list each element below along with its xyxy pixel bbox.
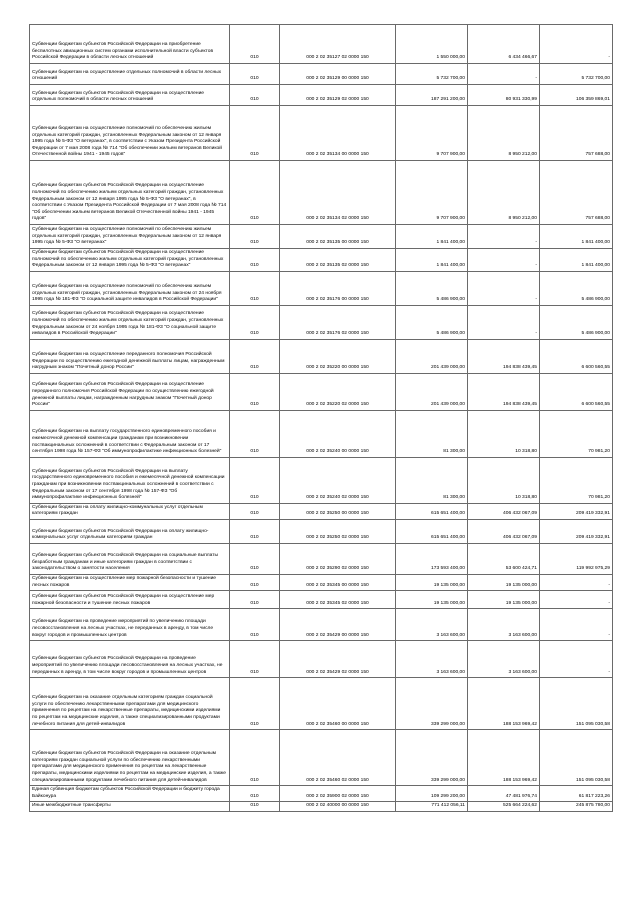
- row-kbk-code-cell: 000 2 02 35176 00 0000 150: [280, 271, 396, 305]
- row-code-cell: 010: [230, 373, 280, 410]
- row-executed-amount-cell: 3 163 600,00: [468, 609, 540, 641]
- budget-table: [29, 24, 613, 812]
- table-row: [30, 271, 613, 305]
- row-kbk-code-cell: 000 2 02 35240 00 0000 150: [280, 410, 396, 457]
- row-kbk-code-cell: 000 2 02 35135 00 0000 150: [280, 225, 396, 249]
- row-approved-amount-cell: 3 163 600,00: [396, 609, 468, 641]
- row-kbk-code-cell: 000 2 02 35250 02 0000 150: [280, 519, 396, 543]
- row-name-cell: Субвенции бюджетам субъектов Российской Федерации на осуществление полномочий по обеспечению жильем отдельных категорий граждан, установленных Федеральным законом от 24 ноября 1995 года № 181-ФЗ "О социальной защите инвалидов в Российской Федерации": [30, 305, 230, 339]
- row-kbk-code-cell: 000 2 02 35176 02 0000 150: [280, 305, 396, 339]
- table-row: [30, 591, 613, 609]
- row-name-cell: Субвенции бюджетам субъектов Российской Федерации на осуществление полномочий по обеспечению жильем отдельных категорий граждан, установленных Федеральным законом от 12 января 1995 года № 5-ФЗ "О ветеранах": [30, 249, 230, 272]
- row-name-cell: Субвенции бюджетам субъектов Российской Федерации на приобретение беспилотных авиационных систем органами исполнительной власти субъектов Российской Федерации в области лесных отношений: [30, 25, 230, 64]
- table-row: [30, 786, 613, 802]
- row-code-cell: 010: [230, 249, 280, 272]
- row-approved-amount-cell: 81 300,00: [396, 457, 468, 503]
- row-kbk-code-cell: 000 2 02 35129 02 0000 150: [280, 85, 396, 106]
- row-unexecuted-amount-cell: 106 359 869,01: [540, 85, 613, 106]
- row-name-cell: Субвенции бюджетам на осуществление полномочий по обеспечению жильем отдельных категорий граждан, установленных Федеральным законом от 12 января 1995 года № 5-ФЗ "О ветеранах", в соответствии с Указом Президента Российской Федерации от 7 мая 2008 года № 714 "Об обеспечении жильем ветеранов Великой Отечественной войны 1941 - 1945 годов": [30, 106, 230, 161]
- row-approved-amount-cell: 339 299 000,00: [396, 730, 468, 786]
- row-approved-amount-cell: 1 841 400,00: [396, 225, 468, 249]
- row-code-cell: 010: [230, 519, 280, 543]
- row-code-cell: 010: [230, 106, 280, 161]
- row-unexecuted-amount-cell: 209 419 332,91: [540, 519, 613, 543]
- row-approved-amount-cell: 3 163 600,00: [396, 641, 468, 678]
- row-approved-amount-cell: 9 707 900,00: [396, 106, 468, 161]
- row-approved-amount-cell: 19 135 000,00: [396, 591, 468, 609]
- row-unexecuted-amount-cell: 6 600 560,55: [540, 339, 613, 373]
- row-kbk-code-cell: 000 2 02 35220 02 0000 150: [280, 373, 396, 410]
- row-approved-amount-cell: 615 651 400,00: [396, 503, 468, 519]
- row-code-cell: 010: [230, 85, 280, 106]
- row-approved-amount-cell: 771 412 056,11: [396, 802, 468, 812]
- row-executed-amount-cell: 3 163 600,00: [468, 641, 540, 678]
- row-approved-amount-cell: 615 651 400,00: [396, 519, 468, 543]
- row-code-cell: 010: [230, 305, 280, 339]
- row-unexecuted-amount-cell: 5 732 700,00: [540, 64, 613, 85]
- row-kbk-code-cell: 000 2 02 35135 02 0000 150: [280, 249, 396, 272]
- row-kbk-code-cell: 000 2 02 35460 02 0000 150: [280, 730, 396, 786]
- row-name-cell: Субвенции бюджетам на осуществление отдельных полномочий в области лесных отношений: [30, 64, 230, 85]
- row-kbk-code-cell: 000 2 02 35134 02 0000 150: [280, 161, 396, 225]
- row-name-cell: Иные межбюджетные трансферты: [30, 802, 230, 812]
- row-executed-amount-cell: 10 318,80: [468, 410, 540, 457]
- row-approved-amount-cell: 81 300,00: [396, 410, 468, 457]
- row-name-cell: Субвенции бюджетам на осуществление мер пожарной безопасности и тушение лесных пожаров: [30, 574, 230, 590]
- row-unexecuted-amount-cell: 70 981,20: [540, 457, 613, 503]
- row-executed-amount-cell: 19 135 000,00: [468, 574, 540, 590]
- row-unexecuted-amount-cell: 70 981,20: [540, 410, 613, 457]
- table-row: [30, 574, 613, 590]
- row-kbk-code-cell: 000 2 02 35129 00 0000 150: [280, 64, 396, 85]
- row-code-cell: 010: [230, 410, 280, 457]
- row-executed-amount-cell: 194 838 439,45: [468, 339, 540, 373]
- row-name-cell: Субвенции бюджетам субъектов Российской Федерации на осуществление отдельных полномочий в области лесных отношений: [30, 85, 230, 106]
- row-approved-amount-cell: 5 486 900,00: [396, 271, 468, 305]
- row-unexecuted-amount-cell: -: [540, 25, 613, 64]
- row-executed-amount-cell: -: [468, 305, 540, 339]
- table-row: [30, 543, 613, 574]
- row-unexecuted-amount-cell: -: [540, 591, 613, 609]
- row-name-cell: Субвенции бюджетам на осуществление полномочий по обеспечению жильем отдельных категорий граждан, установленных Федеральным законом от 24 ноября 1995 года № 181-ФЗ "О социальной защите инвалидов в Российской Федерации": [30, 271, 230, 305]
- budget-table-body: [30, 25, 613, 812]
- table-row: [30, 678, 613, 730]
- row-kbk-code-cell: 000 2 02 35240 02 0000 150: [280, 457, 396, 503]
- row-name-cell: Субвенции бюджетам на проведение мероприятий по увеличению площади лесовосстановления на лесных участках, не переданных в аренду, в том числе вокруг городов и промышленных центров: [30, 609, 230, 641]
- row-unexecuted-amount-cell: 6 600 560,55: [540, 373, 613, 410]
- row-unexecuted-amount-cell: 1 841 400,00: [540, 249, 613, 272]
- table-row: [30, 373, 613, 410]
- row-code-cell: 010: [230, 64, 280, 85]
- row-executed-amount-cell: 8 950 212,00: [468, 161, 540, 225]
- row-name-cell: Субвенции бюджетам на оказание отдельным категориям граждан социальной услуги по обеспечению лекарственными препаратами для медицинского применения по рецептам на лекарственные препараты, медицинскими изделиями по рецептам на медицинские изделия, а также специализированными продуктами лечебного питания для детей-инвалидов: [30, 678, 230, 730]
- row-name-cell: Единая субвенция бюджетам субъектов Российской Федерации и бюджету города Байконура: [30, 786, 230, 802]
- row-unexecuted-amount-cell: 151 095 030,58: [540, 730, 613, 786]
- row-approved-amount-cell: 1 550 000,00: [396, 25, 468, 64]
- row-code-cell: 010: [230, 225, 280, 249]
- table-row: [30, 249, 613, 272]
- table-row: [30, 64, 613, 85]
- row-name-cell: Субвенции бюджетам субъектов Российской Федерации на социальные выплаты безработным гражданам и иные категориям граждан в соответствии с законодательством о занятости населения: [30, 543, 230, 574]
- row-name-cell: Субвенции бюджетам субъектов Российской Федерации на оплату жилищно-коммунальных услуг отдельным категориям граждан: [30, 519, 230, 543]
- row-name-cell: Субвенции бюджетам субъектов Российской Федерации на осуществление полномочий по обеспечению жильем отдельных категорий граждан, установленных Федеральным законом от 12 января 1995 года № 5-ФЗ "О ветеранах", в соответствии с Указом Президента Российской Федерации от 7 мая 2008 года № 714 "Об обеспечении жильем ветеранов Великой Отечественной войны 1941 - 1945 годов": [30, 161, 230, 225]
- row-kbk-code-cell: 000 2 02 35429 02 0000 150: [280, 641, 396, 678]
- row-executed-amount-cell: 188 153 969,42: [468, 730, 540, 786]
- row-executed-amount-cell: 6 434 466,67: [468, 25, 540, 64]
- row-code-cell: 010: [230, 457, 280, 503]
- row-approved-amount-cell: 109 299 200,00: [396, 786, 468, 802]
- budget-report-sheet: [29, 24, 612, 812]
- row-executed-amount-cell: 525 664 224,62: [468, 802, 540, 812]
- row-approved-amount-cell: 173 593 400,00: [396, 543, 468, 574]
- row-executed-amount-cell: 47 481 976,74: [468, 786, 540, 802]
- row-unexecuted-amount-cell: 5 486 900,00: [540, 271, 613, 305]
- table-row: [30, 609, 613, 641]
- row-unexecuted-amount-cell: 209 419 332,91: [540, 503, 613, 519]
- table-row: [30, 85, 613, 106]
- row-code-cell: 010: [230, 271, 280, 305]
- row-kbk-code-cell: 000 2 02 35345 00 0000 150: [280, 574, 396, 590]
- row-approved-amount-cell: 187 291 200,00: [396, 85, 468, 106]
- row-code-cell: 010: [230, 678, 280, 730]
- row-executed-amount-cell: -: [468, 249, 540, 272]
- row-approved-amount-cell: 5 732 700,00: [396, 64, 468, 85]
- table-row: [30, 519, 613, 543]
- row-unexecuted-amount-cell: 757 688,00: [540, 161, 613, 225]
- row-approved-amount-cell: 5 486 900,00: [396, 305, 468, 339]
- row-name-cell: Субвенции бюджетам на осуществление полномочий по обеспечению жильем отдельных категорий граждан, установленных Федеральным законом от 12 января 1995 года № 5-ФЗ "О ветеранах": [30, 225, 230, 249]
- row-name-cell: Субвенции бюджетам на осуществление переданного полномочия Российской Федерации по осуществлению ежегодной денежной выплаты лицам, награжденным нагрудным знаком "Почетный донор России": [30, 339, 230, 373]
- row-executed-amount-cell: 188 153 969,42: [468, 678, 540, 730]
- row-code-cell: 010: [230, 25, 280, 64]
- row-unexecuted-amount-cell: 151 095 030,58: [540, 678, 613, 730]
- row-unexecuted-amount-cell: -: [540, 641, 613, 678]
- row-executed-amount-cell: 8 950 212,00: [468, 106, 540, 161]
- row-kbk-code-cell: 000 2 02 35250 00 0000 150: [280, 503, 396, 519]
- row-unexecuted-amount-cell: -: [540, 574, 613, 590]
- row-name-cell: Субвенции бюджетам на оплату жилищно-коммунальных услуг отдельным категориям граждан: [30, 503, 230, 519]
- row-kbk-code-cell: 000 2 02 35127 02 0000 150: [280, 25, 396, 64]
- table-row: [30, 457, 613, 503]
- row-name-cell: Субвенции бюджетам на выплату государственного единовременного пособия и ежемесячной денежной компенсации гражданам при возникновении поствакцинальных осложнений в соответствии с Федеральным законом от 17 сентября 1998 года № 157-ФЗ "Об иммунопрофилактике инфекционных болезней": [30, 410, 230, 457]
- row-unexecuted-amount-cell: -: [540, 609, 613, 641]
- table-row: [30, 225, 613, 249]
- table-row: [30, 410, 613, 457]
- row-executed-amount-cell: 19 135 000,00: [468, 591, 540, 609]
- row-code-cell: 010: [230, 730, 280, 786]
- table-row: [30, 641, 613, 678]
- row-name-cell: Субвенции бюджетам субъектов Российской Федерации на проведение мероприятий по увеличению площади лесовосстановления на лесных участках, не переданных в аренду, в том числе вокруг городов и промышленных центров: [30, 641, 230, 678]
- row-code-cell: 010: [230, 802, 280, 812]
- row-approved-amount-cell: 19 135 000,00: [396, 574, 468, 590]
- row-unexecuted-amount-cell: 5 486 900,00: [540, 305, 613, 339]
- row-kbk-code-cell: 000 2 02 35345 02 0000 150: [280, 591, 396, 609]
- row-executed-amount-cell: 194 838 439,45: [468, 373, 540, 410]
- table-row: [30, 339, 613, 373]
- row-code-cell: 010: [230, 786, 280, 802]
- row-approved-amount-cell: 201 439 000,00: [396, 373, 468, 410]
- row-approved-amount-cell: 1 841 400,00: [396, 249, 468, 272]
- row-unexecuted-amount-cell: 61 817 223,26: [540, 786, 613, 802]
- row-code-cell: 010: [230, 543, 280, 574]
- row-kbk-code-cell: 000 2 02 35134 00 0000 150: [280, 106, 396, 161]
- row-executed-amount-cell: 80 931 330,99: [468, 85, 540, 106]
- table-row: [30, 730, 613, 786]
- row-code-cell: 010: [230, 609, 280, 641]
- row-unexecuted-amount-cell: 245 875 780,00: [540, 802, 613, 812]
- row-executed-amount-cell: -: [468, 225, 540, 249]
- table-row: [30, 503, 613, 519]
- row-executed-amount-cell: 10 318,80: [468, 457, 540, 503]
- table-row: [30, 161, 613, 225]
- row-approved-amount-cell: 201 439 000,00: [396, 339, 468, 373]
- row-executed-amount-cell: 53 600 424,71: [468, 543, 540, 574]
- row-unexecuted-amount-cell: 757 688,00: [540, 106, 613, 161]
- row-code-cell: 010: [230, 641, 280, 678]
- row-name-cell: Субвенции бюджетам субъектов Российской Федерации на выплату государственного единовременного пособия и ежемесячной денежной компенсации гражданам при возникновении поствакцинальных осложнений в соответствии с Федеральным законом от 17 сентября 1998 года № 157-ФЗ "Об иммунопрофилактике инфекционных болезней": [30, 457, 230, 503]
- row-unexecuted-amount-cell: 119 992 975,29: [540, 543, 613, 574]
- row-code-cell: 010: [230, 591, 280, 609]
- row-approved-amount-cell: 339 299 000,00: [396, 678, 468, 730]
- row-executed-amount-cell: -: [468, 271, 540, 305]
- row-code-cell: 010: [230, 503, 280, 519]
- row-kbk-code-cell: 000 2 02 35290 02 0000 150: [280, 543, 396, 574]
- table-row: [30, 305, 613, 339]
- row-kbk-code-cell: 000 2 02 35220 00 0000 150: [280, 339, 396, 373]
- row-kbk-code-cell: 000 2 02 35429 00 0000 150: [280, 609, 396, 641]
- row-kbk-code-cell: 000 2 02 40000 00 0000 150: [280, 802, 396, 812]
- row-unexecuted-amount-cell: 1 841 400,00: [540, 225, 613, 249]
- row-name-cell: Субвенции бюджетам субъектов Российской Федерации на осуществление переданного полномочия Российской Федерации по осуществлению ежегодной денежной выплаты лицам, награжденным нагрудным знаком "Почетный донор России": [30, 373, 230, 410]
- row-code-cell: 010: [230, 574, 280, 590]
- table-row: [30, 25, 613, 64]
- row-executed-amount-cell: 406 432 067,09: [468, 519, 540, 543]
- row-executed-amount-cell: 406 432 067,09: [468, 503, 540, 519]
- row-kbk-code-cell: 000 2 02 35460 00 0000 150: [280, 678, 396, 730]
- row-name-cell: Субвенции бюджетам субъектов Российской Федерации на оказание отдельным категориям граждан социальной услуги по обеспечению лекарственными препаратами для медицинского применения по рецептам на лекарственные препараты, медицинскими изделиями по рецептам на медицинские изделия, а также специализированными продуктами лечебного питания для детей-инвалидов: [30, 730, 230, 786]
- row-kbk-code-cell: 000 2 02 35900 02 0000 150: [280, 786, 396, 802]
- row-approved-amount-cell: 9 707 900,00: [396, 161, 468, 225]
- table-row: [30, 106, 613, 161]
- row-code-cell: 010: [230, 339, 280, 373]
- row-executed-amount-cell: -: [468, 64, 540, 85]
- row-code-cell: 010: [230, 161, 280, 225]
- row-name-cell: Субвенции бюджетам субъектов Российской Федерации на осуществление мер пожарной безопасности и тушение лесных пожаров: [30, 591, 230, 609]
- table-row: [30, 802, 613, 812]
